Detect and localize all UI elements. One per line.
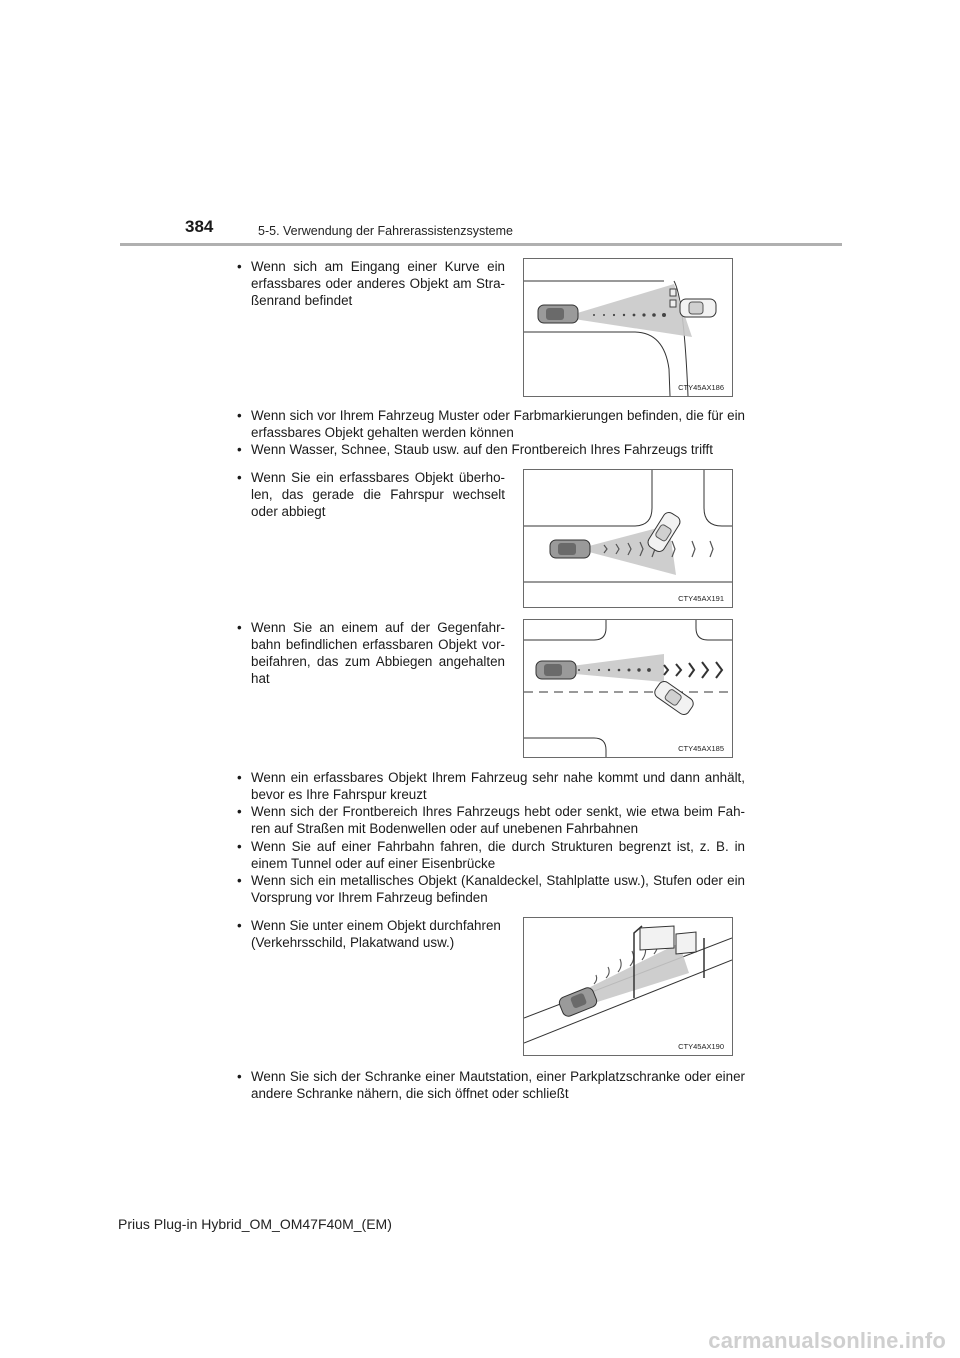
list-item [237, 469, 505, 520]
list-item-text: Wenn ein erfassbares Objekt Ihrem Fahrzeug sehr nahe kommt und dann anhält, bevor es Ihre Fahrspur kreuzt [251, 770, 745, 802]
page-number: 384 [185, 217, 214, 236]
footer-model: Prius Plug-in Hybrid_OM_OM47F40M_(EM) [118, 1216, 392, 1232]
list-item [237, 407, 745, 441]
bullet-icon: • [237, 442, 242, 457]
section-title: 5-5. Verwendung der Fahrerassistenzsysteme [258, 224, 513, 238]
list-item-text: Wenn sich vor Ihrem Fahrzeug Muster oder Farbmarkierungen befinden, die für ein erfassbares Objekt gehalten werden können [251, 408, 745, 440]
list-item [237, 1068, 745, 1102]
list-item-text: Wenn Sie unter einem Objekt durchfahren (Verkehrsschild, Plakatwand usw.) [251, 918, 501, 950]
bullet-icon: • [237, 1069, 242, 1084]
figure-overtaking-lane-change [523, 469, 733, 608]
figure-oncoming-turning [523, 619, 733, 758]
watermark: carmanualsonline.info [708, 1328, 946, 1353]
bullet-icon: • [237, 839, 242, 854]
list-item-text: Wenn sich der Frontbereich Ihres Fahrzeugs hebt oder senkt, wie etwa beim Fah-ren auf Straßen mit Bodenwellen oder auf unebenen Fahrbahnen [251, 804, 745, 836]
oncoming-turning-illustration [524, 620, 732, 757]
bullet-icon: • [237, 408, 242, 423]
bullet-icon: • [237, 470, 242, 485]
list-item [237, 838, 745, 872]
figure-curve-entrance [523, 258, 733, 397]
bullet-icon: • [237, 770, 242, 785]
bullet-icon: • [237, 873, 242, 888]
figure-code: CTY45AX185 [678, 744, 724, 753]
header-rule [120, 243, 842, 246]
list-item [237, 917, 512, 951]
list-item [237, 872, 745, 906]
overhead-sign-illustration [524, 918, 732, 1055]
list-item [237, 258, 505, 309]
bullet-icon: • [237, 620, 242, 635]
list-item-text: Wenn sich ein metallisches Objekt (Kanaldeckel, Stahlplatte usw.), Stufen oder ein Vorsprung vor Ihrem Fahrzeug befinden [251, 873, 745, 905]
list-item [237, 803, 745, 837]
list-item-text: Wenn Wasser, Schnee, Staub usw. auf den Frontbereich Ihres Fahrzeugs trifft [251, 442, 713, 457]
figure-code: CTY45AX186 [678, 383, 724, 392]
list-item [237, 619, 505, 687]
bullet-icon: • [237, 918, 242, 933]
figure-code: CTY45AX191 [678, 594, 724, 603]
list-item-text: Wenn Sie auf einer Fahrbahn fahren, die durch Strukturen begrenzt ist, z. B. in einem Tunnel oder auf einer Eisenbrücke [251, 839, 745, 871]
list-item [237, 769, 745, 803]
figure-overhead-sign [523, 917, 733, 1056]
bullet-icon: • [237, 804, 242, 819]
list-item-text: Wenn sich am Eingang einer Kurve ein erfassbares oder anderes Objekt am Stra-ßenrand befindet [251, 259, 505, 308]
lane-change-illustration [524, 470, 732, 607]
figure-code: CTY45AX190 [678, 1042, 724, 1051]
list-item-text: Wenn Sie sich der Schranke einer Mautstation, einer Parkplatzschranke oder einer andere Schranke nähern, die sich öffnet oder schließt [251, 1069, 745, 1101]
curve-entrance-illustration [524, 259, 732, 396]
list-item-text: Wenn Sie an einem auf der Gegenfahr-bahn befindlichen erfassbaren Objekt vor-beifahren, das zum Abbiegen angehalten hat [251, 620, 505, 686]
list-item [237, 441, 745, 458]
list-item-text: Wenn Sie ein erfassbares Objekt überho-len, das gerade die Fahrspur wechselt oder abbiegt [251, 470, 505, 519]
bullet-icon: • [237, 259, 242, 274]
